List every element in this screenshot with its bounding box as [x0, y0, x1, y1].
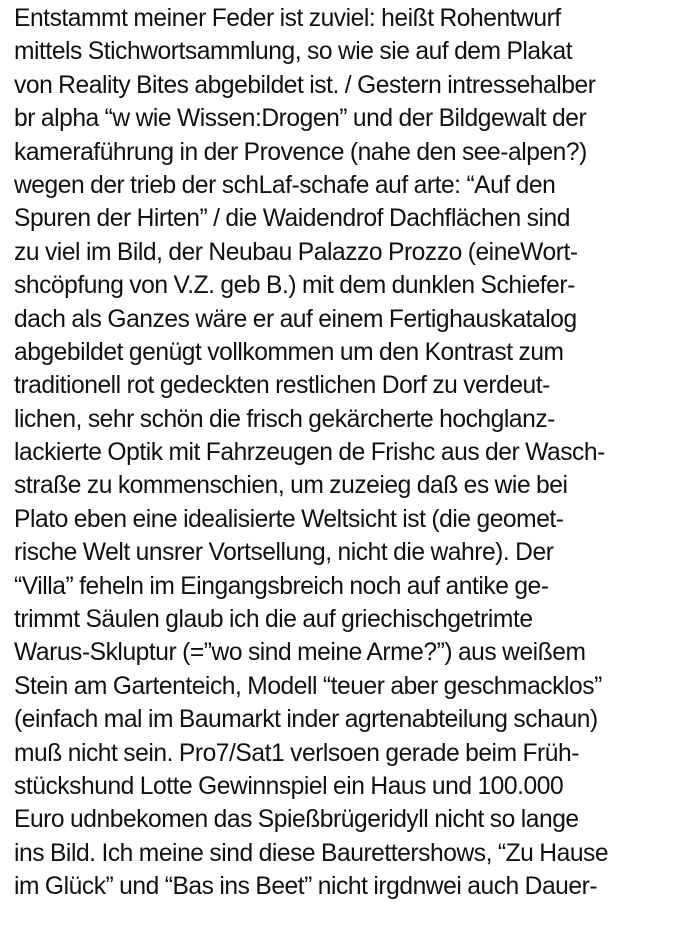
text-line: von Reality Bites abgebildet ist. / Gestern intressehalber: [14, 71, 596, 99]
text-line: “Villa” feheln im Eingangsbreich noch auf antike ge-: [14, 572, 549, 600]
body-text: [14, 2, 684, 904]
text-line: im Glück” und “Bas ins Beet” nicht irgdnwei auch Dauer-: [14, 873, 598, 901]
text-line: (einfach mal im Baumarkt inder agrtenabteilung schaun): [14, 706, 598, 734]
text-line: zu viel im Bild, der Neubau Palazzo Prozzo (eineWort-: [14, 238, 578, 266]
text-line: wegen der trieb der schLaf-schafe auf arte: “Auf den: [14, 171, 556, 199]
text-line: ins Bild. Ich meine sind diese Baurettershows, “Zu Hause: [14, 839, 609, 867]
text-line: Warus-Skluptur (=”wo sind meine Arme?”) aus weißem: [14, 639, 586, 667]
text-line: straße zu kommenschien, um zuzeieg daß es wie bei: [14, 472, 568, 500]
text-line: Plato eben eine idealisierte Weltsicht ist (die geomet-: [14, 505, 564, 533]
text-line: traditionell rot gedeckten restlichen Dorf zu verdeut-: [14, 372, 550, 400]
text-line: lackierte Optik mit Fahrzeugen de Frishc aus der Wasch-: [14, 439, 605, 467]
text-line: shcöpfung von V.Z. geb B.) mit dem dunklen Schiefer-: [14, 272, 575, 300]
text-line: Spuren der Hirten” / die Waidendrof Dachflächen sind: [14, 205, 570, 233]
text-line: muß nicht sein. Pro7/Sat1 verlsoen gerade beim Früh-: [14, 739, 579, 767]
text-line: br alpha “w wie Wissen:Drogen” und der Bildgewalt der: [14, 105, 587, 133]
text-line: trimmt Säulen glaub ich die auf griechischgetrimte: [14, 606, 533, 634]
text-line: rische Welt unsrer Vortsellung, nicht die wahre). Der: [14, 539, 554, 567]
text-line: Euro udnbekomen das Spießbrügeridyll nicht so lange: [14, 806, 579, 834]
text-line: kameraführung in der Provence (nahe den see-alpen?): [14, 138, 587, 166]
text-line: lichen, sehr schön die frisch gekärcherte hochglanz-: [14, 405, 555, 433]
text-line: mittels Stichwortsammlung, so wie sie auf dem Plakat: [14, 38, 573, 66]
text-line: Stein am Gartenteich, Modell “teuer aber geschmacklos”: [14, 672, 602, 700]
text-line: Entstammt meiner Feder ist zuviel: heißt Rohentwurf: [14, 5, 561, 32]
text-line: dach als Ganzes wäre er auf einem Fertighauskatalog: [14, 305, 577, 333]
text-line: stückshund Lotte Gewinnspiel ein Haus und 100.000: [14, 772, 564, 800]
text-line: abgebildet genügt vollkommen um den Kontrast zum: [14, 338, 564, 366]
